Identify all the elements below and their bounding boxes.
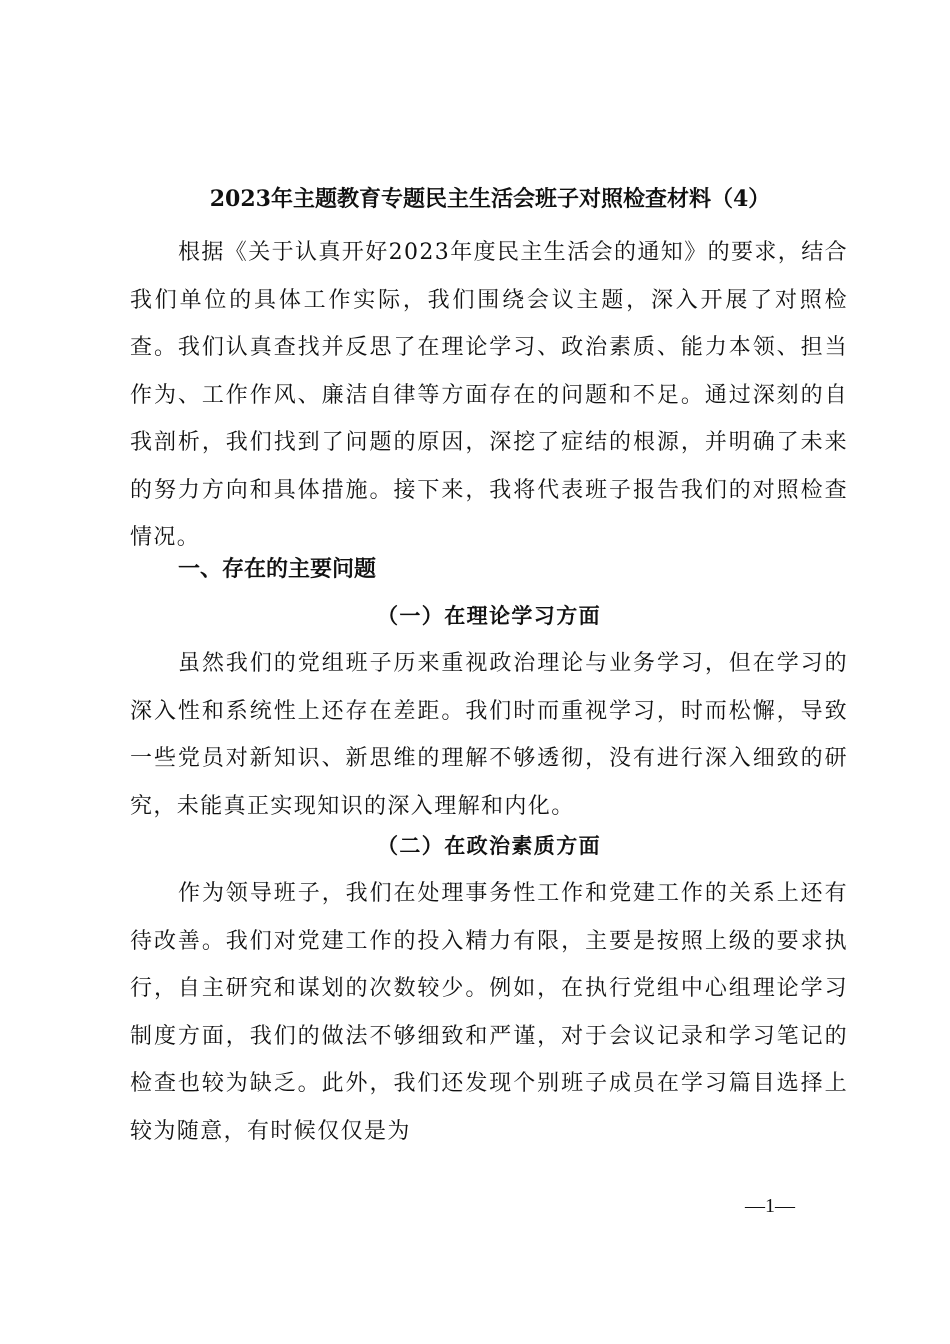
section-heading-main-problems: 一、存在的主要问题	[178, 557, 377, 582]
document-title: 2023年主题教育专题民主生活会班子对照检查材料（4）	[209, 186, 771, 212]
subsection-heading-political-quality: （二）在政治素质方面	[377, 833, 601, 858]
subsection-heading-theory-study: （一）在理论学习方面	[377, 603, 601, 628]
political-quality-paragraph: 作为领导班子，我们在处理事务性工作和党建工作的关系上还有待改善。我们对党建工作的投入精力有限，主要是按照上级的要求执行，自主研究和谋划的次数较少。例如，在执行党组中心组理论学习制度方面，我们的做法不够细致和严谨，对于会议记录和学习笔记的检查也较为缺乏。此外，我们还发现个别班子成员在学习篇目选择上较为随意，有时候仅仅是为	[130, 881, 848, 1144]
theory-study-paragraph: 虽然我们的党组班子历来重视政治理论与业务学习，但在学习的深入性和系统性上还存在差距。我们时而重视学习，时而松懈，导致一些党员对新知识、新思维的理解不够透彻，没有进行深入细致的研究，未能真正实现知识的深入理解和内化。	[130, 651, 848, 819]
intro-paragraph: 根据《关于认真开好2023年度民主生活会的通知》的要求，结合我们单位的具体工作实际，我们围绕会议主题，深入开展了对照检查。我们认真查找并反思了在理论学习、政治素质、能力本领、担当作为、工作作风、廉洁自律等方面存在的问题和不足。通过深刻的自我剖析，我们找到了问题的原因，深挖了症结的根源，并明确了未来的努力方向和具体措施。接下来，我将代表班子报告我们的对照检查情况。	[130, 240, 848, 550]
page-number: —1—	[745, 1195, 795, 1217]
